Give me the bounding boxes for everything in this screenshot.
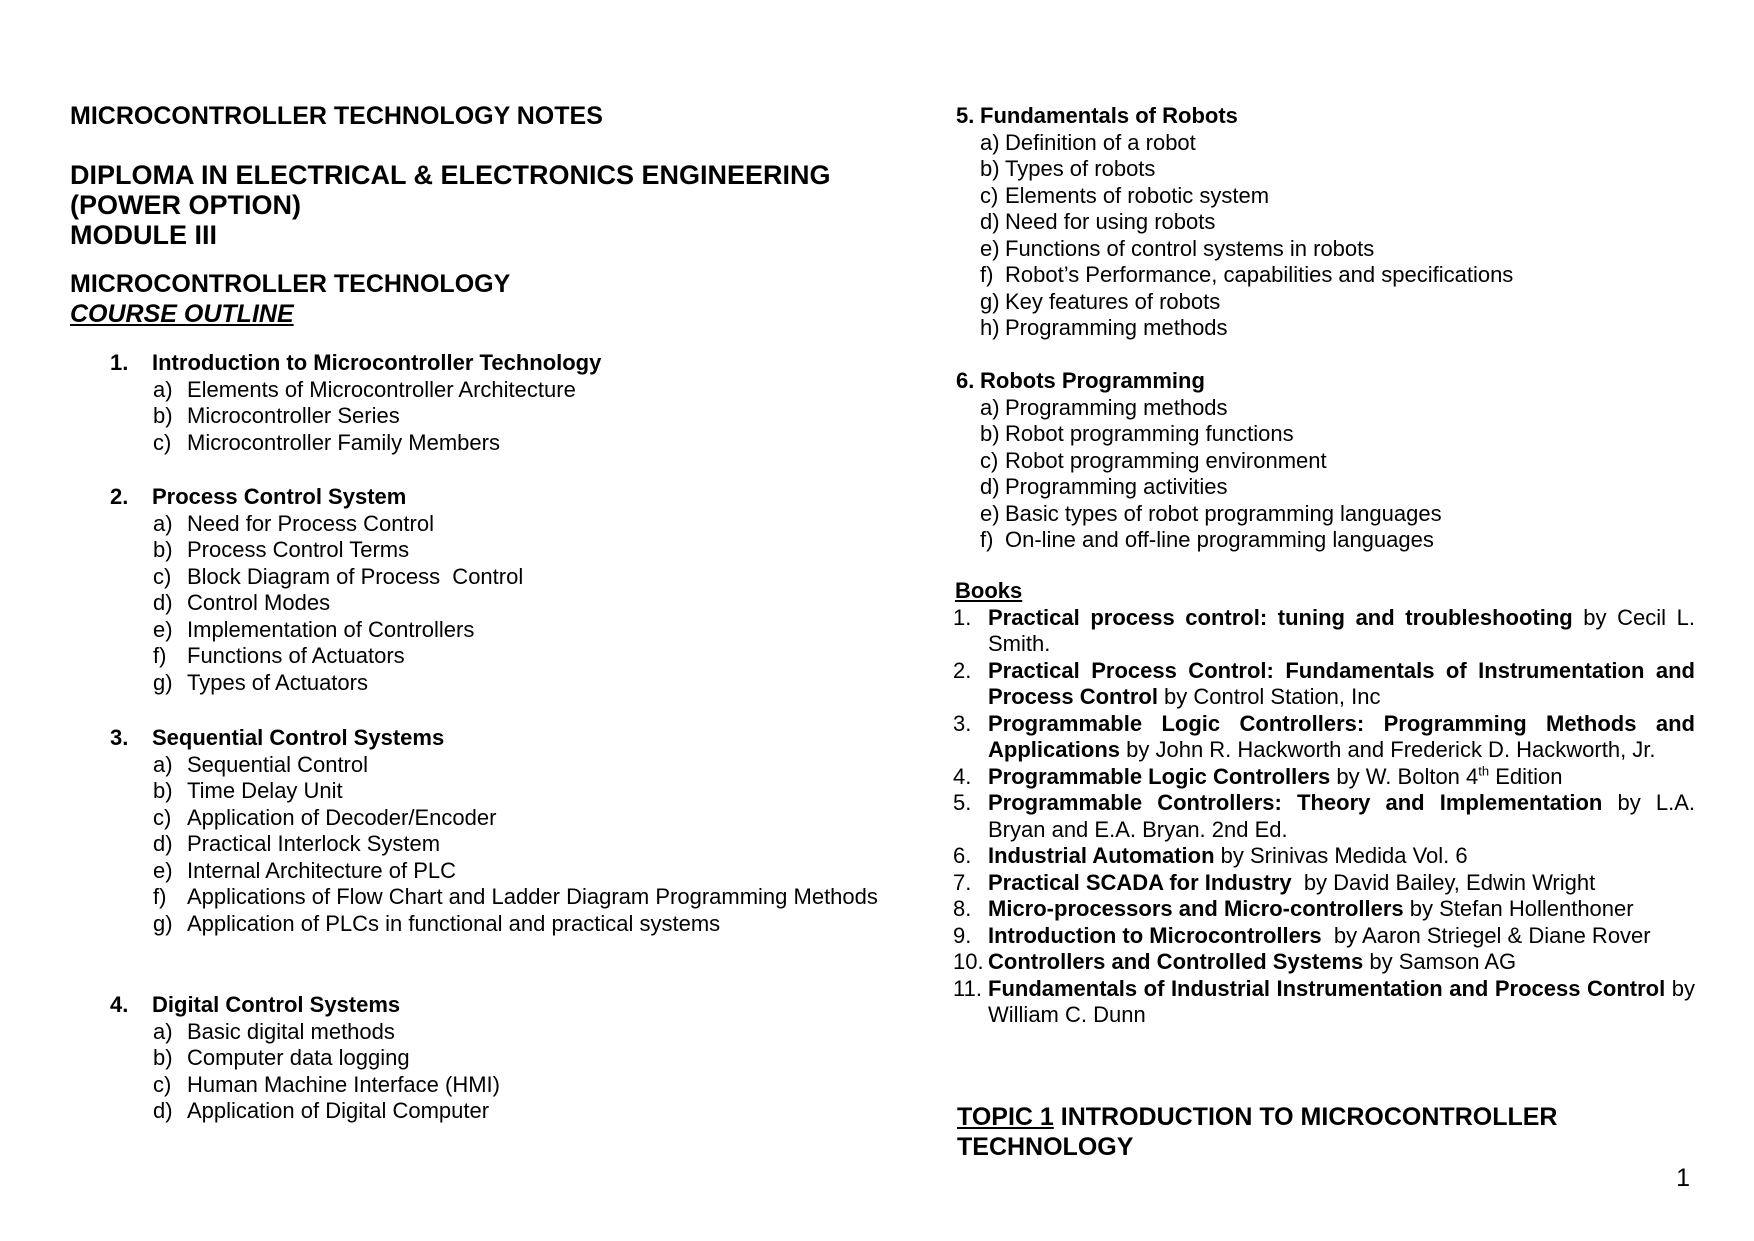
ordinal-superscript: th (1478, 763, 1490, 779)
course-section (70, 725, 880, 937)
book-title: Practical SCADA for Industry (988, 869, 1292, 895)
outline-item (70, 670, 880, 697)
item-text: Need for using robots (1005, 209, 1216, 234)
book-item (955, 843, 1695, 870)
item-letter: a) (980, 129, 1000, 155)
section-number: 6. (956, 368, 975, 393)
outline-item (70, 1098, 880, 1125)
item-text: Implementation of Controllers (187, 616, 475, 642)
section-heading (70, 725, 880, 752)
item-text: Applications of Flow Chart and Ladder Diagram Programming Methods (187, 884, 878, 909)
item-letter: f) (980, 527, 994, 552)
item-letter: a) (980, 394, 1000, 420)
book-number: 5. (953, 790, 972, 815)
section-heading (955, 103, 1695, 130)
book-title: Programmable Logic Controllers (988, 763, 1331, 789)
book-number: 7. (953, 869, 972, 895)
item-letter: f) (153, 884, 167, 909)
outline-item (955, 209, 1695, 236)
book-number: 8. (953, 896, 972, 921)
book-title: Practical Process Control: Fundamentals of Instrumentation and Process Control (988, 657, 1695, 709)
outline-item (70, 430, 880, 457)
section-heading (70, 992, 880, 1019)
outline-item (955, 448, 1695, 475)
item-letter: d) (153, 831, 173, 856)
book-item (955, 764, 1695, 791)
section-title: Process Control System (152, 484, 407, 509)
book-number: 6. (953, 843, 972, 868)
outline-item (955, 236, 1695, 263)
book-item (955, 896, 1695, 923)
book-author: by Cecil L. Smith. (988, 604, 1695, 656)
outline-item (955, 183, 1695, 210)
item-letter: a) (153, 751, 173, 777)
outline-item (70, 911, 880, 938)
item-text: Application of Decoder/Encoder (187, 804, 497, 830)
course-section (955, 368, 1695, 554)
item-text: Need for Process Control (187, 510, 434, 536)
outline-item (70, 643, 880, 670)
item-letter: b) (153, 403, 173, 428)
item-letter: a) (153, 376, 173, 402)
book-number: 11. (953, 975, 982, 1001)
item-text: Application of PLCs in functional and practical systems (187, 910, 721, 936)
section-number: 3. (110, 725, 129, 750)
book-title: Programmable Logic Controllers: Programming Methods and Applications (988, 710, 1695, 762)
book-author: by William C. Dunn (988, 975, 1695, 1027)
book-title: Industrial Automation (988, 843, 1215, 868)
item-letter: c) (153, 1071, 172, 1097)
book-author: by David Bailey, Edwin Wright (1291, 869, 1596, 895)
course-section (70, 992, 880, 1125)
item-letter: a) (153, 510, 173, 536)
course-section (955, 103, 1695, 342)
topic-1-title: INTRODUCTION TO MICROCONTROLLER TECHNOLOGY (957, 1103, 1558, 1161)
outline-item (70, 1045, 880, 1072)
item-letter: e) (980, 235, 1000, 261)
outline-item (70, 831, 880, 858)
outline-item (70, 778, 880, 805)
outline-item (70, 1019, 880, 1046)
outline-item (70, 403, 880, 430)
book-item (955, 976, 1695, 1029)
book-author: by W. Bolton 4 (1330, 763, 1479, 789)
outline-item (955, 156, 1695, 183)
books-heading: Books (955, 578, 1023, 603)
section-title: Digital Control Systems (152, 992, 401, 1017)
diploma-line-3: MODULE III (70, 220, 217, 250)
book-author: by Samson AG (1363, 949, 1517, 974)
outline-item (955, 289, 1695, 316)
book-author: by L.A. Bryan and E.A. Bryan. 2nd Ed. (988, 790, 1695, 842)
item-text: Process Control Terms (187, 537, 410, 562)
item-letter: c) (980, 182, 999, 208)
outline-item (70, 564, 880, 591)
item-letter: c) (980, 447, 999, 473)
section-title: Fundamentals of Robots (980, 103, 1238, 128)
item-letter: f) (153, 643, 167, 668)
outline-item (70, 1072, 880, 1099)
item-text: Basic digital methods (187, 1018, 395, 1044)
outline-item (955, 421, 1695, 448)
topic-1-label: TOPIC 1 (957, 1103, 1054, 1131)
item-text: Practical Interlock System (187, 831, 441, 856)
item-text: Robot programming environment (1005, 447, 1327, 473)
section-heading (70, 350, 880, 377)
outline-item (70, 858, 880, 885)
subject-heading: MICROCONTROLLER TECHNOLOGY (70, 270, 511, 298)
book-author: by John R. Hackworth and Frederick D. Hackworth, Jr. (1120, 737, 1656, 762)
item-text: Programming methods (1005, 394, 1228, 420)
course-section (70, 484, 880, 696)
item-letter: d) (153, 590, 173, 615)
book-title: Programmable Controllers: Theory and Implementation (988, 790, 1603, 815)
outline-item (70, 537, 880, 564)
section-title: Introduction to Microcontroller Technology (152, 350, 602, 375)
book-title: Introduction to Microcontrollers (988, 922, 1322, 948)
section-number: 5. (956, 103, 975, 128)
item-text: Computer data logging (187, 1045, 410, 1070)
book-number: 3. (953, 710, 972, 736)
item-text: Elements of Microcontroller Architecture (187, 376, 576, 402)
outline-item (70, 590, 880, 617)
item-text: Time Delay Unit (187, 778, 343, 803)
item-text: Robot programming functions (1005, 421, 1294, 446)
topic-1-heading (957, 1102, 1717, 1162)
item-letter: g) (980, 288, 1000, 314)
outline-item (955, 130, 1695, 157)
item-text: Sequential Control (187, 751, 369, 777)
outline-item (955, 315, 1695, 342)
book-number: 4. (953, 763, 972, 789)
item-letter: b) (153, 778, 173, 803)
book-number: 10. (953, 949, 984, 974)
outline-item (955, 501, 1695, 528)
item-letter: e) (153, 857, 173, 883)
outline-item (955, 527, 1695, 554)
outline-item (70, 511, 880, 538)
section-heading (955, 368, 1695, 395)
book-author: by Stefan Hollenthoner (1403, 896, 1634, 921)
book-item (955, 790, 1695, 843)
book-item (955, 658, 1695, 711)
book-item (955, 923, 1695, 950)
outline-item (70, 805, 880, 832)
book-author: by Aaron Striegel & Diane Rover (1321, 922, 1651, 948)
document-title: MICROCONTROLLER TECHNOLOGY NOTES (70, 102, 603, 130)
item-text: Microcontroller Family Members (187, 429, 500, 455)
course-section (70, 350, 880, 456)
book-item (955, 949, 1695, 976)
book-item (955, 711, 1695, 764)
section-number: 4. (110, 992, 129, 1017)
outline-item (70, 377, 880, 404)
book-title: Micro-processors and Micro-controllers (988, 896, 1404, 921)
item-letter: g) (153, 669, 173, 695)
item-text: Types of Actuators (187, 669, 368, 695)
item-text: Programming activities (1005, 474, 1228, 499)
item-text: Programming methods (1005, 315, 1228, 340)
book-author: by Control Station, Inc (1157, 684, 1381, 709)
books-section (955, 578, 1695, 1029)
book-title: Controllers and Controlled Systems (988, 949, 1364, 974)
item-letter: d) (153, 1098, 173, 1123)
item-letter: e) (153, 616, 173, 642)
item-letter: g) (153, 910, 173, 936)
item-letter: e) (980, 500, 1000, 526)
item-text: Key features of robots (1005, 288, 1221, 314)
book-title: Practical process control: tuning and troubleshooting (988, 604, 1573, 630)
item-text: Robot’s Performance, capabilities and specifications (1005, 262, 1514, 287)
outline-item (70, 617, 880, 644)
section-number: 1. (110, 350, 129, 375)
book-item (955, 870, 1695, 897)
item-text: Microcontroller Series (187, 403, 400, 428)
item-letter: f) (980, 262, 994, 287)
item-letter: b) (980, 156, 1000, 181)
outline-item (955, 262, 1695, 289)
diploma-line-1: DIPLOMA IN ELECTRICAL & ELECTRONICS ENGINEERING (70, 160, 831, 190)
item-text: On-line and off-line programming languages (1005, 527, 1434, 552)
page-number: 1 (1676, 1164, 1690, 1192)
section-heading (70, 484, 880, 511)
item-text: Definition of a robot (1005, 129, 1196, 155)
item-text: Types of robots (1005, 156, 1156, 181)
item-letter: c) (153, 563, 172, 589)
item-letter: b) (153, 1045, 173, 1070)
section-number: 2. (110, 484, 129, 509)
diploma-heading (70, 160, 890, 250)
outline-item (955, 474, 1695, 501)
item-letter: b) (153, 537, 173, 562)
section-title: Robots Programming (980, 368, 1205, 393)
book-author: by Srinivas Medida Vol. 6 (1214, 843, 1468, 868)
item-letter: d) (980, 209, 1000, 234)
item-letter: b) (980, 421, 1000, 446)
diploma-line-2: (POWER OPTION) (70, 190, 301, 220)
item-text: Functions of control systems in robots (1005, 235, 1375, 261)
book-number: 2. (953, 657, 972, 683)
item-text: Elements of robotic system (1005, 182, 1270, 208)
course-outline-heading: COURSE OUTLINE (70, 300, 294, 328)
item-text: Block Diagram of Process Control (187, 563, 524, 589)
book-item (955, 605, 1695, 658)
section-title: Sequential Control Systems (152, 725, 445, 750)
outline-item (70, 884, 880, 911)
outline-item (70, 752, 880, 779)
item-letter: c) (153, 429, 172, 455)
item-letter: a) (153, 1018, 173, 1044)
item-letter: c) (153, 804, 172, 830)
book-edition: Edition (1489, 763, 1563, 789)
item-text: Application of Digital Computer (187, 1098, 490, 1123)
book-number: 1. (953, 604, 972, 630)
item-letter: h) (980, 315, 1000, 340)
item-text: Human Machine Interface (HMI) (187, 1071, 500, 1097)
book-number: 9. (953, 922, 972, 948)
item-text: Basic types of robot programming languages (1005, 500, 1442, 526)
book-title: Fundamentals of Industrial Instrumentation and Process Control (988, 975, 1666, 1001)
item-text: Control Modes (187, 590, 331, 615)
item-text: Functions of Actuators (187, 643, 405, 668)
outline-item (955, 395, 1695, 422)
item-letter: d) (980, 474, 1000, 499)
item-text: Internal Architecture of PLC (187, 857, 457, 883)
